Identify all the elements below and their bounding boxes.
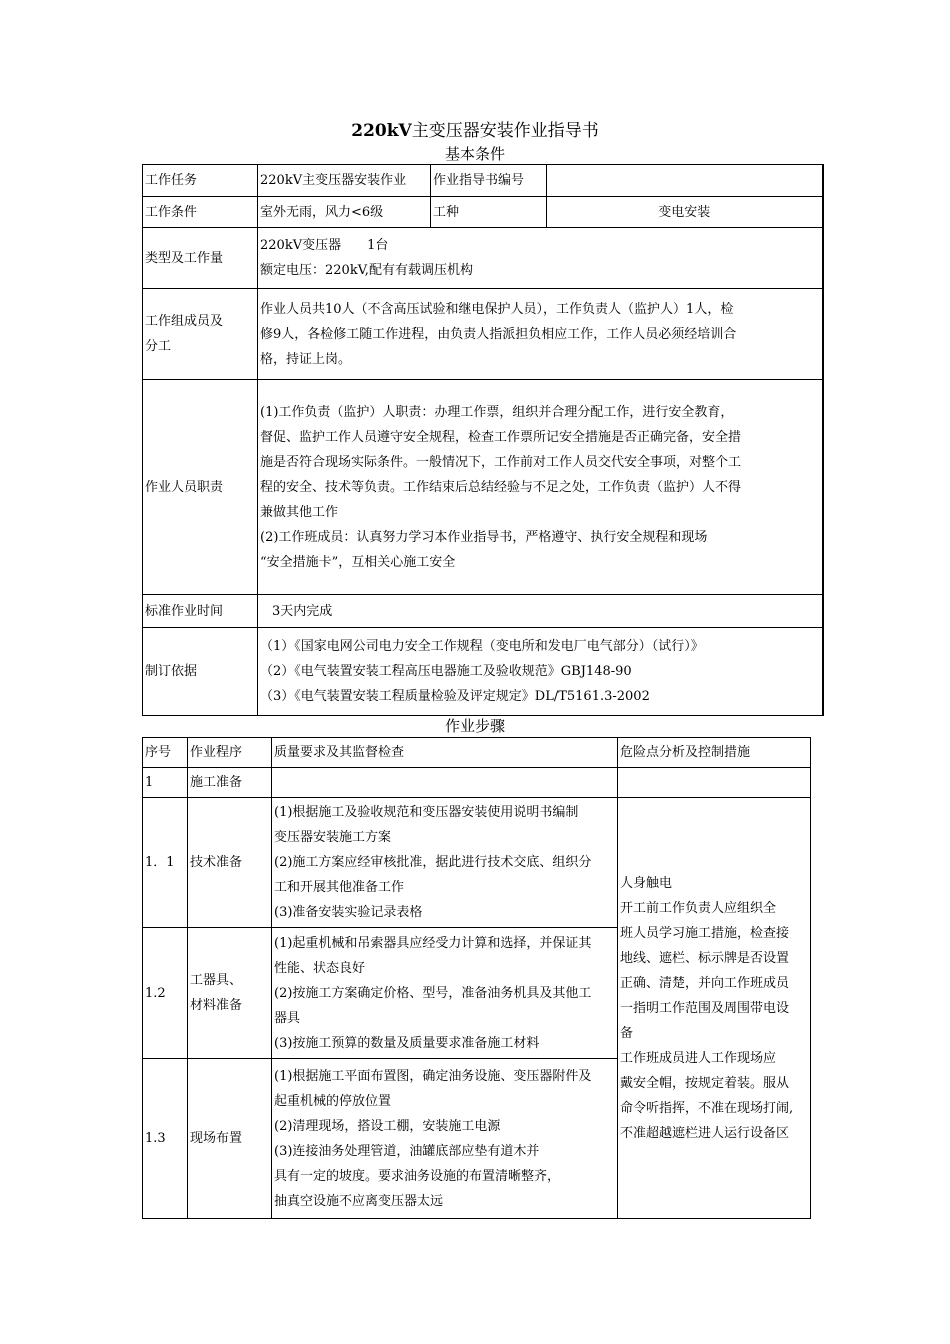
- step-name: [188, 928, 272, 1059]
- label-time: 标准作业时间: [143, 595, 258, 628]
- basis-line: （3）《电气装置安装工程质量检验及评定规定》DL/T5161.3-2002: [260, 689, 650, 704]
- team-line: 修9人，各检修工随工作进程，由负责人指派担负相应工作，工作人员必须经培训合: [260, 326, 737, 342]
- quality-line: 工和开展其他准备工作: [274, 880, 405, 895]
- step-quality-empty: [272, 768, 618, 798]
- step-no: 1．1: [143, 798, 188, 928]
- header-risk: 危险点分析及控制措施: [618, 738, 811, 768]
- risk-line: 命令听指挥，不准在现场打闹,: [620, 1100, 794, 1116]
- quality-line: 起重机械的停放位置: [274, 1093, 392, 1109]
- step-name-line: 技术准备: [190, 855, 243, 870]
- quality-line: (2)施工方案应经审核批准，据此进行技术交底、组织分: [274, 855, 592, 870]
- step-quality: [272, 928, 618, 1059]
- document-title: [0, 116, 950, 141]
- quality-line: 具有一定的坡度。要求油务设施的布置清晰整齐，: [274, 1168, 561, 1184]
- title-text-part: 主变压器安装作业指导书: [411, 121, 599, 141]
- risk-line: 人身触电: [620, 875, 673, 891]
- risk-line: 班人员学习施工措施，检查接: [620, 925, 790, 941]
- type-line: 额定电压：220kV,配有有载调压机构: [260, 263, 473, 278]
- value-basis: [258, 628, 823, 716]
- risk-line: 备: [620, 1025, 634, 1041]
- quality-line: (2)按施工方案确定价格、型号，准备油务机具及其他工: [274, 985, 592, 1001]
- section-title-basic: 基本条件: [444, 145, 505, 163]
- value-doc-no: [547, 165, 823, 197]
- risk-line: 正确、清楚，并向工作班成员: [620, 975, 790, 991]
- basic-conditions-table: [142, 164, 824, 716]
- title-bold-part: 220kV: [351, 121, 412, 141]
- step-no: 1.3: [143, 1059, 188, 1219]
- label-team: [143, 289, 258, 380]
- risk-line: 开工前工作负责人应组织全: [620, 900, 777, 916]
- header-procedure: 作业程序: [188, 738, 272, 768]
- duty-line: (1)工作负责（监护）人职责：办理工作票，组织并合理分配工作，进行安全教育，: [260, 404, 734, 420]
- step-quality: [272, 1059, 618, 1219]
- duty-line: 施是否符合现场实际条件。一般情况下，工作前对工作人员交代安全事项，对整个工: [260, 454, 742, 470]
- risk-line: 戴安全帽，按规定着装。服从: [620, 1075, 790, 1091]
- step-quality: [272, 798, 618, 928]
- step-name: [188, 1059, 272, 1219]
- value-time: 3天内完成: [258, 595, 823, 628]
- basis-line: （2）《电气装置安装工程高压电器施工及验收规范》GBJ148-90: [260, 664, 632, 679]
- quality-line: 抽真空设施不应离变压器太远: [274, 1193, 444, 1209]
- step-risk-control: [618, 798, 811, 1219]
- duty-line: 兼做其他工作: [260, 504, 339, 520]
- quality-line: (3)按施工预算的数量及质量要求准备施工材料: [274, 1035, 540, 1051]
- duty-line: (2)工作班成员：认真努力学习本作业指导书，严格遵守、执行安全规程和现场: [260, 529, 708, 545]
- step-name-line: 现场布置: [190, 1131, 243, 1146]
- risk-line: 工作班成员进人工作现场应: [620, 1050, 777, 1066]
- step-row-prep: [143, 768, 811, 798]
- label-condition: 工作条件: [143, 197, 258, 228]
- label-duty: 作业人员职责: [143, 380, 258, 595]
- team-line: 作业人员共10人（不含高压试验和继电保护人员），工作负责人（监护人）1人，检: [260, 301, 734, 317]
- risk-line: 地线、遮栏、标示牌是否设置: [620, 950, 790, 966]
- label-trade: 工种: [431, 197, 547, 228]
- row-time: [143, 595, 823, 628]
- step-row-1-1: [143, 798, 811, 928]
- label-type: 类型及工作量: [143, 228, 258, 289]
- steps-header-row: [143, 738, 811, 768]
- value-condition: 室外无雨，风力<6级: [258, 197, 431, 228]
- row-task: [143, 165, 823, 197]
- basis-line: （1）《国家电网公司电力安全工作规程（变电所和发电厂电气部分）（试行）》: [260, 639, 704, 654]
- quality-line: (2)清理现场，搭设工棚，安装施工电源: [274, 1118, 501, 1134]
- value-team: [258, 289, 823, 380]
- team-label-line: 工作组成员及: [145, 314, 224, 329]
- quality-line: (1)根据施工及验收规范和变压器安装使用说明书编制: [274, 805, 579, 820]
- value-duty: [258, 380, 823, 595]
- step-name-line: 工器具、: [190, 973, 243, 988]
- step-no: 1.2: [143, 928, 188, 1059]
- step-name: 施工准备: [188, 768, 272, 798]
- section-title-steps: 作业步骤: [444, 717, 505, 735]
- step-name: [188, 798, 272, 928]
- header-no: 序号: [143, 738, 188, 768]
- label-doc-no: 作业指导书编号: [431, 165, 547, 197]
- row-basis: [143, 628, 823, 716]
- quality-line: 性能、状态良好: [274, 960, 366, 976]
- value-trade: 变电安装: [547, 197, 823, 228]
- quality-line: 变压器安装施工方案: [274, 830, 392, 845]
- quality-line: (1)根据施工平面布置图，确定油务设施、变压器附件及: [274, 1068, 592, 1084]
- team-label-line: 分工: [145, 339, 172, 354]
- row-type: [143, 228, 823, 289]
- work-steps-table: [142, 737, 811, 1219]
- duty-line: “安全措施卡”，互相关心施工安全: [260, 554, 456, 570]
- quality-line: (3)连接油务处理管道，油罐底部应垫有道木并: [274, 1143, 540, 1159]
- step-risk-empty: [618, 768, 811, 798]
- team-line: 格，持证上岗。: [260, 351, 352, 367]
- value-task: 220kV主变压器安装作业: [258, 165, 431, 197]
- step-name-line: 材料准备: [190, 998, 243, 1013]
- value-type: [258, 228, 823, 289]
- quality-line: (1)起重机械和吊索器具应经受力计算和选择，并保证其: [274, 935, 592, 951]
- duty-line: 督促、监护工作人员遵守安全规程，检查工作票所记安全措施是否正确完备，安全措: [260, 429, 742, 445]
- quality-line: 器具: [274, 1010, 301, 1026]
- step-no: 1: [143, 768, 188, 798]
- risk-line: 不准超越遮栏进人运行设备区: [620, 1125, 790, 1141]
- row-team: [143, 289, 823, 380]
- type-line: 220kV变压器 1台: [260, 238, 389, 253]
- label-basis: 制订依据: [143, 628, 258, 716]
- row-duty: [143, 380, 823, 595]
- row-condition: [143, 197, 823, 228]
- header-quality: 质量要求及其监督检查: [272, 738, 618, 768]
- label-task: 工作任务: [143, 165, 258, 197]
- duty-line: 程的安全、技术等负责。工作结束后总结经验与不足之处，工作负责（监护）人不得: [260, 479, 742, 495]
- quality-line: (3)准备安装实验记录表格: [274, 905, 423, 920]
- risk-line: 一指明工作范围及周围带电设: [620, 1000, 790, 1016]
